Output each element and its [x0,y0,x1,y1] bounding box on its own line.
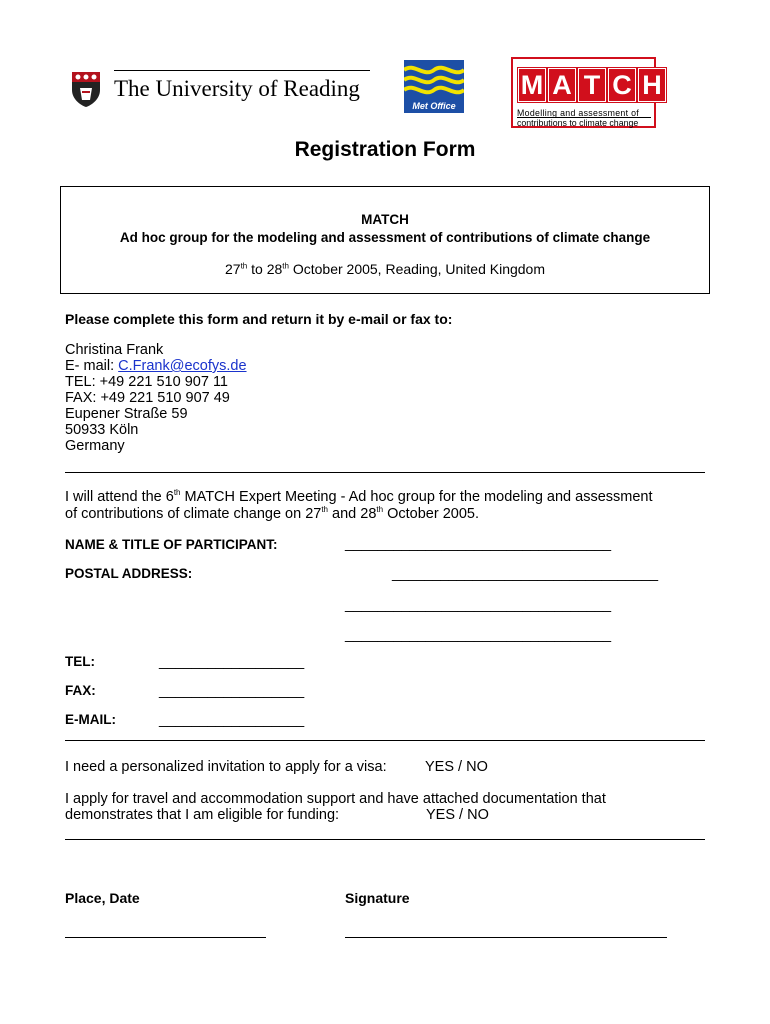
place-date-field[interactable] [65,937,266,938]
instructions-heading: Please complete this form and return it by e-mail or fax to: [65,311,453,327]
signature-field[interactable] [345,937,667,938]
support-yes-no[interactable]: YES / NO [426,807,489,823]
support-statement-line2: demonstrates that I am eligible for funding: [65,807,340,823]
email-label: E-MAIL: [65,712,116,727]
contact-tel: TEL: +49 221 510 907 11 [65,374,228,390]
place-date-label: Place, Date [65,890,140,906]
met-office-logo [404,60,464,113]
postal-address-field-2[interactable]: _________________________________ [345,597,612,613]
tel-field[interactable]: __________________ [159,654,305,670]
match-letter: M [518,68,546,102]
match-logo [511,57,662,128]
contact-city: 50933 Köln [65,422,139,438]
event-dates: 27th to 28th October 2005, Reading, United Kingdom [225,261,545,277]
signature-label: Signature [345,890,410,906]
contact-email-line: E- mail: C.Frank@ecofys.de [65,358,247,374]
name-title-field[interactable]: _________________________________ [345,536,612,552]
fax-field[interactable]: __________________ [159,683,305,699]
visa-yes-no[interactable]: YES / NO [425,759,488,775]
attendance-statement-line2: of contributions of climate change on 27th and 28th October 2005. [65,505,479,522]
university-name: The University of Reading [114,76,360,101]
fax-label: FAX: [65,683,96,698]
match-letter: H [638,68,666,102]
postal-address-field-1[interactable]: _________________________________ [392,566,659,582]
event-info-box [60,186,710,294]
postal-address-field-3[interactable]: _________________________________ [345,627,612,643]
match-subtitle-line2: contributions to climate change [517,118,639,128]
match-subtitle-line1: Modelling and assessment of [517,108,640,118]
attendance-statement-line1: I will attend the 6th MATCH Expert Meeting - Ad hoc group for the modeling and assessment [65,488,653,505]
contact-email-link[interactable]: C.Frank@ecofys.de [118,358,247,374]
university-crest-icon [70,70,102,108]
match-letter: T [578,68,606,102]
match-letter: A [548,68,576,102]
contact-fax: FAX: +49 221 510 907 49 [65,390,230,406]
match-letter: C [608,68,636,102]
tel-label: TEL: [65,654,95,669]
match-logo-letters [518,68,668,104]
support-statement-line1: I apply for travel and accommodation support and have attached documentation that [65,791,606,807]
met-office-label: Met Office [412,101,456,111]
event-acronym: MATCH [361,212,409,227]
contact-country: Germany [65,438,125,454]
visa-question: I need a personalized invitation to apply for a visa: [65,759,387,775]
met-office-waves-icon [404,60,464,100]
email-field[interactable]: __________________ [159,712,305,728]
event-full-name: Ad hoc group for the modeling and assessment of contributions of climate change [119,230,651,245]
name-title-label: NAME & TITLE OF PARTICIPANT: [65,537,278,552]
university-rule [114,70,370,71]
contact-street: Eupener Straße 59 [65,406,188,422]
contact-name: Christina Frank [65,342,164,358]
postal-address-label: POSTAL ADDRESS: [65,566,193,581]
page-title: Registration Form [294,138,476,161]
section-divider [65,839,705,840]
section-divider [65,740,705,741]
section-divider [65,472,705,473]
